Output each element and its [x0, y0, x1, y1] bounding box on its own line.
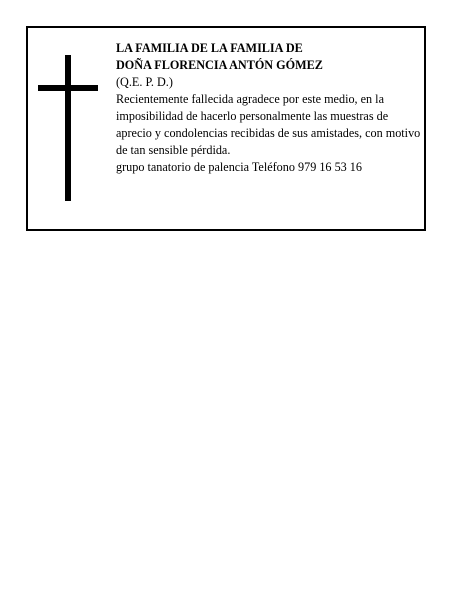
cross-horizontal-bar — [38, 85, 98, 91]
cross-icon — [38, 55, 98, 201]
thank-you-message: Recientemente fallecida agradece por este medio, en la imposibilidad de hacerlo personalmente las muestras de aprecio y condolencias recibidas de sus amistades, con motivo de tan sensible pérdida. — [116, 92, 421, 157]
notice-text — [116, 40, 426, 176]
qepd-text: (Q.E. P. D.) — [116, 75, 173, 89]
funeral-home-contact: grupo tanatorio de palencia Teléfono 979 16 53 16 — [116, 160, 362, 174]
heading-line-1: LA FAMILIA DE LA FAMILIA DE — [116, 41, 303, 55]
deceased-name: DOÑA FLORENCIA ANTÓN GÓMEZ — [116, 58, 323, 72]
cross-vertical-bar — [65, 55, 71, 201]
obituary-notice — [26, 26, 426, 231]
